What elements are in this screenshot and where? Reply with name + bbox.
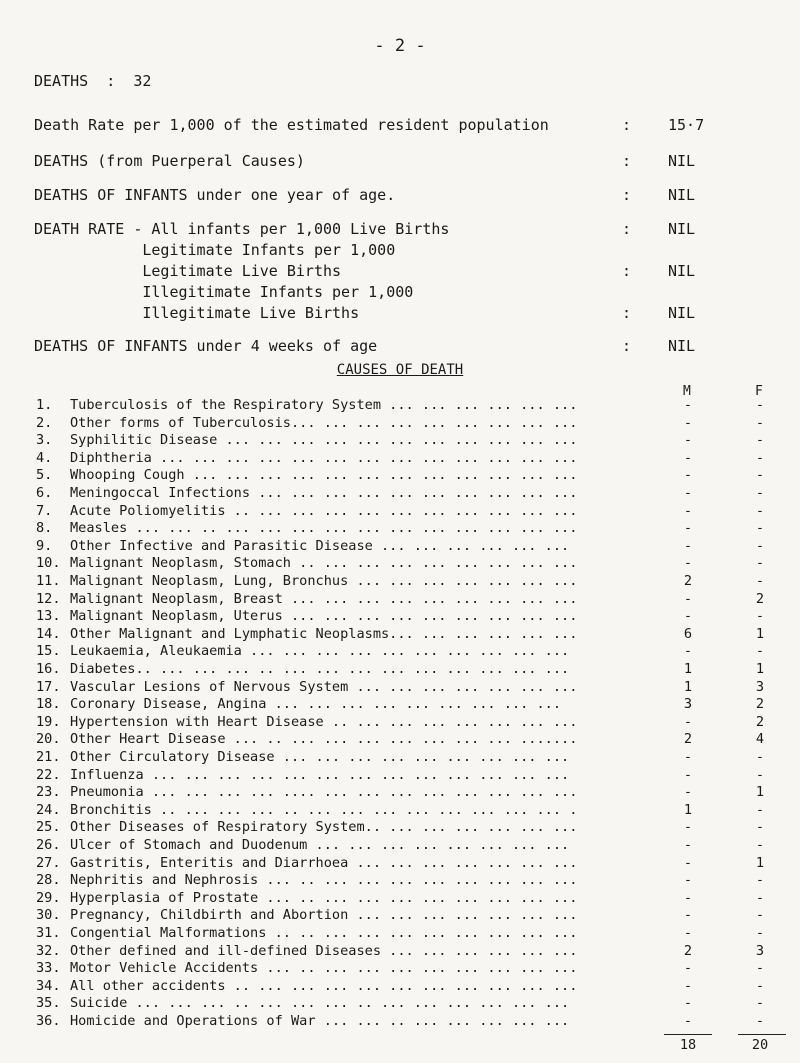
cause-female-count: 1 — [755, 625, 765, 642]
cause-row — [36, 978, 656, 994]
cause-row — [36, 608, 656, 624]
summary-label: DEATHS (from Puerperal Causes) — [34, 152, 305, 170]
cause-female-count: - — [755, 502, 765, 519]
cause-female-count: - — [755, 749, 765, 765]
cause-row — [36, 397, 656, 413]
cause-number: 28. — [36, 872, 61, 889]
cause-label: Diphtheria ... ... ... ... ... ... ... ... ... ... ... ... ... — [70, 449, 578, 466]
cause-label: Hyperplasia of Prostate ... .. ... ... ... ... ... ... ... ... — [70, 889, 578, 906]
cause-label: Whooping Cough ... ... ... ... ... ... ... ... ... ... ... ... — [70, 467, 578, 484]
cause-male-count: - — [683, 397, 693, 413]
cause-row — [36, 626, 656, 642]
cause-male-count: 2 — [683, 731, 693, 748]
summary-value: NIL — [668, 186, 696, 204]
cause-label: Other defined and ill-defined Diseases ... ... ... ... ... ... — [70, 942, 578, 959]
cause-male-count: - — [683, 414, 693, 431]
cause-male-count: 1 — [683, 661, 693, 677]
cause-number: 21. — [36, 749, 61, 765]
cause-label: Suicide ... ... ... .. ... ... ... .. ... ... ... ... ... ... — [70, 995, 570, 1012]
cause-label: Tuberculosis of the Respiratory System ... ... ... ... ... ... — [70, 397, 578, 413]
summary-label: Legitimate Infants per 1,000 — [34, 241, 396, 259]
column-header-male: M — [683, 384, 691, 399]
cause-label: Bronchitis .. ... ... ... .. ... ... ... ... ... ... ... ... . — [70, 801, 578, 818]
summary-colon: : — [622, 262, 632, 280]
cause-female-count: - — [755, 1013, 765, 1029]
cause-number: 3. — [36, 432, 53, 449]
cause-number: 10. — [36, 555, 61, 572]
cause-label: Pneumonia ... ... ... ... .... ... ... ... ... ... ... ... ... — [70, 784, 578, 801]
cause-number: 8. — [36, 520, 53, 537]
cause-label: Malignant Neoplasm, Uterus ... ... ... ... ... ... ... ... ... — [70, 608, 578, 625]
cause-number: 20. — [36, 731, 61, 748]
cause-number: 23. — [36, 784, 61, 801]
cause-row — [36, 573, 656, 589]
cause-label: Homicide and Operations of War ... ... .. ... ... ... ... ... — [70, 1013, 570, 1029]
cause-female-count: - — [755, 977, 765, 994]
cause-number: 14. — [36, 625, 61, 642]
cause-label: Influenza ... ... ... ... ... ... ... ... ... ... ... ... ... — [70, 766, 570, 783]
cause-label: Malignant Neoplasm, Stomach .. ... ... ... ... ... ... ... ... — [70, 555, 578, 572]
cause-label: Motor Vehicle Accidents ... .. ... ... ... ... ... ... ... ... — [70, 960, 578, 977]
cause-female-count: - — [755, 432, 765, 449]
cause-female-count: - — [755, 485, 765, 501]
cause-number: 13. — [36, 608, 61, 625]
cause-row — [36, 731, 656, 747]
cause-male-count: - — [683, 837, 693, 853]
cause-male-count: - — [683, 537, 693, 554]
summary-label: Illegitimate Live Births — [34, 304, 360, 322]
cause-female-count: - — [755, 819, 765, 836]
cause-number: 22. — [36, 766, 61, 783]
cause-female-count: - — [755, 449, 765, 466]
cause-row — [36, 661, 656, 677]
cause-female-count: - — [755, 801, 765, 818]
cause-number: 25. — [36, 819, 61, 836]
cause-number: 17. — [36, 678, 61, 695]
cause-number: 33. — [36, 960, 61, 977]
cause-female-count: - — [755, 907, 765, 924]
summary-value: NIL — [668, 304, 696, 322]
cause-number: 5. — [36, 467, 53, 484]
summary-label: Illegitimate Infants per 1,000 — [34, 283, 414, 301]
cause-male-count: - — [683, 977, 693, 994]
cause-male-count: 6 — [683, 625, 693, 642]
cause-row — [36, 415, 656, 431]
cause-row — [36, 467, 656, 483]
cause-row — [36, 784, 656, 800]
cause-row — [36, 450, 656, 466]
cause-label: Meningoccal Infections ... ... ... ... ... ... ... ... ... ... — [70, 485, 578, 501]
cause-number: 15. — [36, 643, 61, 660]
cause-row — [36, 643, 656, 659]
cause-label: Pregnancy, Childbirth and Abortion ... ... ... ... ... ... ... — [70, 907, 578, 924]
cause-male-count: - — [683, 502, 693, 519]
cause-number: 6. — [36, 485, 53, 501]
deaths-heading: DEATHS : 32 — [34, 72, 152, 90]
page-number: - 2 - — [374, 36, 426, 56]
summary-colon: : — [622, 186, 632, 204]
cause-male-count: - — [683, 713, 693, 730]
cause-label: All other accidents .. ... ... ... ... ... ... ... ... ... ... — [70, 977, 578, 994]
cause-male-count: - — [683, 819, 693, 836]
cause-label: Ulcer of Stomach and Duodenum ... ... ... ... ... ... ... ... — [70, 837, 570, 853]
cause-row — [36, 767, 656, 783]
cause-label: Leukaemia, Aleukaemia ... ... ... ... ... ... ... ... ... ... — [70, 643, 570, 660]
cause-label: Malignant Neoplasm, Breast ... ... ... ... ... ... ... ... ... — [70, 590, 578, 607]
cause-number: 11. — [36, 573, 61, 589]
cause-label: Other Infective and Parasitic Disease ... ... ... ... ... ... — [70, 537, 570, 554]
cause-female-count: - — [755, 520, 765, 537]
cause-number: 31. — [36, 925, 61, 941]
cause-male-count: - — [683, 854, 693, 871]
cause-label: Vascular Lesions of Nervous System ... ... ... ... ... ... ... — [70, 678, 578, 695]
cause-number: 4. — [36, 449, 53, 466]
cause-row — [36, 538, 656, 554]
cause-female-count: - — [755, 414, 765, 431]
cause-label: Coronary Disease, Angina ... ... ... ... ... ... ... ... ... — [70, 696, 562, 713]
cause-row — [36, 890, 656, 906]
cause-row — [36, 1013, 656, 1029]
cause-male-count: 2 — [683, 573, 693, 589]
cause-number: 27. — [36, 854, 61, 871]
summary-value: 15·7 — [668, 116, 705, 134]
cause-female-count: - — [755, 995, 765, 1012]
total-female: 20 — [751, 1037, 769, 1053]
cause-female-count: 1 — [755, 661, 765, 677]
cause-label: Malignant Neoplasm, Lung, Bronchus ... ... ... ... ... ... ... — [70, 573, 578, 589]
cause-male-count: - — [683, 889, 693, 906]
cause-female-count: - — [755, 608, 765, 625]
cause-male-count: - — [683, 555, 693, 572]
cause-male-count: - — [683, 520, 693, 537]
cause-female-count: - — [755, 397, 765, 413]
cause-label: Diabetes.. ... ... ... .. ... ... ... ... ... ... ... ... ... — [70, 661, 570, 677]
cause-female-count: - — [755, 889, 765, 906]
cause-row — [36, 503, 656, 519]
cause-number: 32. — [36, 942, 61, 959]
total-rule-female — [738, 1034, 786, 1035]
summary-colon: : — [622, 304, 632, 322]
cause-label: Other Diseases of Respiratory System.. ... ... ... ... ... ... — [70, 819, 578, 836]
cause-row — [36, 907, 656, 923]
cause-male-count: 1 — [683, 678, 693, 695]
cause-female-count: 2 — [755, 590, 765, 607]
cause-female-count: - — [755, 643, 765, 660]
cause-row — [36, 837, 656, 853]
column-header-female: F — [755, 384, 763, 399]
summary-colon: : — [622, 116, 632, 134]
cause-row — [36, 855, 656, 871]
cause-row — [36, 995, 656, 1011]
cause-label: Syphilitic Disease ... ... ... ... ... ... ... ... ... ... ... — [70, 432, 578, 449]
cause-row — [36, 802, 656, 818]
cause-number: 1. — [36, 397, 53, 413]
cause-female-count: - — [755, 766, 765, 783]
cause-male-count: - — [683, 590, 693, 607]
cause-number: 30. — [36, 907, 61, 924]
cause-label: Congential Malformations .. .. ... ... ... ... ... ... ... ... — [70, 925, 578, 941]
cause-male-count: - — [683, 432, 693, 449]
cause-number: 34. — [36, 977, 61, 994]
cause-row — [36, 696, 656, 712]
cause-row — [36, 819, 656, 835]
cause-label: Acute Poliomyelitis .. ... ... ... ... ... ... ... ... ... ... — [70, 502, 578, 519]
cause-male-count: 1 — [683, 801, 693, 818]
cause-row — [36, 943, 656, 959]
cause-number: 35. — [36, 995, 61, 1012]
summary-value: NIL — [668, 152, 696, 170]
cause-female-count: - — [755, 573, 765, 589]
total-male: 18 — [679, 1037, 697, 1053]
cause-label: Nephritis and Nephrosis ... .. ... ... ... ... ... ... ... ... — [70, 872, 578, 889]
summary-label: DEATH RATE - All infants per 1,000 Live Births — [34, 220, 450, 238]
cause-number: 18. — [36, 696, 61, 713]
cause-female-count: - — [755, 960, 765, 977]
cause-row — [36, 749, 656, 765]
cause-male-count: 3 — [683, 696, 693, 713]
cause-male-count: - — [683, 872, 693, 889]
cause-male-count: - — [683, 960, 693, 977]
summary-label: DEATHS OF INFANTS under one year of age. — [34, 186, 396, 204]
cause-number: 26. — [36, 837, 61, 853]
cause-male-count: - — [683, 925, 693, 941]
cause-male-count: 2 — [683, 942, 693, 959]
cause-female-count: 1 — [755, 854, 765, 871]
cause-row — [36, 960, 656, 976]
cause-male-count: - — [683, 1013, 693, 1029]
cause-label: Other Heart Disease ... .. ... ... ... ... ... ... ... ....... — [70, 731, 578, 748]
cause-number: 9. — [36, 537, 53, 554]
cause-number: 24. — [36, 801, 61, 818]
cause-label: Other forms of Tuberculosis... ... ... ... ... ... ... ... ... — [70, 414, 578, 431]
cause-female-count: - — [755, 837, 765, 853]
cause-female-count: 1 — [755, 784, 765, 801]
cause-number: 16. — [36, 661, 61, 677]
cause-number: 12. — [36, 590, 61, 607]
cause-row — [36, 714, 656, 730]
cause-number: 2. — [36, 414, 53, 431]
cause-label: Other Malignant and Lymphatic Neoplasms... ... ... ... ... ... — [70, 625, 578, 642]
cause-male-count: - — [683, 995, 693, 1012]
cause-number: 19. — [36, 713, 61, 730]
cause-label: Gastritis, Enteritis and Diarrhoea ... ... ... ... ... ... ... — [70, 854, 578, 871]
cause-male-count: - — [683, 449, 693, 466]
summary-value: NIL — [668, 220, 696, 238]
summary-label: Death Rate per 1,000 of the estimated resident population — [34, 116, 549, 134]
summary-colon: : — [622, 337, 632, 355]
cause-female-count: - — [755, 925, 765, 941]
causes-of-death-title: CAUSES OF DEATH — [336, 362, 464, 378]
summary-colon: : — [622, 152, 632, 170]
cause-row — [36, 591, 656, 607]
cause-male-count: - — [683, 485, 693, 501]
summary-value: NIL — [668, 337, 696, 355]
summary-colon: : — [622, 220, 632, 238]
cause-male-count: - — [683, 749, 693, 765]
cause-female-count: 2 — [755, 696, 765, 713]
cause-row — [36, 872, 656, 888]
total-rule-male — [664, 1034, 712, 1035]
cause-male-count: - — [683, 784, 693, 801]
cause-female-count: - — [755, 555, 765, 572]
cause-row — [36, 679, 656, 695]
cause-row — [36, 432, 656, 448]
cause-number: 36. — [36, 1013, 61, 1029]
cause-female-count: - — [755, 537, 765, 554]
cause-row — [36, 925, 656, 941]
cause-male-count: - — [683, 643, 693, 660]
cause-number: 7. — [36, 502, 53, 519]
cause-female-count: 4 — [755, 731, 765, 748]
summary-label: Legitimate Live Births — [34, 262, 342, 280]
cause-row — [36, 520, 656, 536]
cause-number: 29. — [36, 889, 61, 906]
cause-female-count: - — [755, 872, 765, 889]
summary-label: DEATHS OF INFANTS under 4 weeks of age — [34, 337, 378, 355]
summary-value: NIL — [668, 262, 696, 280]
cause-male-count: - — [683, 766, 693, 783]
cause-male-count: - — [683, 467, 693, 484]
cause-female-count: 3 — [755, 942, 765, 959]
cause-female-count: - — [755, 467, 765, 484]
cause-label: Measles ... ... .. ... ... ... ... ... ... ... ... ... ... ... — [70, 520, 578, 537]
cause-male-count: - — [683, 608, 693, 625]
cause-male-count: - — [683, 907, 693, 924]
cause-row — [36, 555, 656, 571]
cause-label: Other Circulatory Disease ... ... ... ... ... ... ... ... ... — [70, 749, 570, 765]
cause-row — [36, 485, 656, 501]
cause-female-count: 2 — [755, 713, 765, 730]
cause-female-count: 3 — [755, 678, 765, 695]
cause-label: Hypertension with Heart Disease .. ... ... ... ... ... ... ... — [70, 713, 578, 730]
